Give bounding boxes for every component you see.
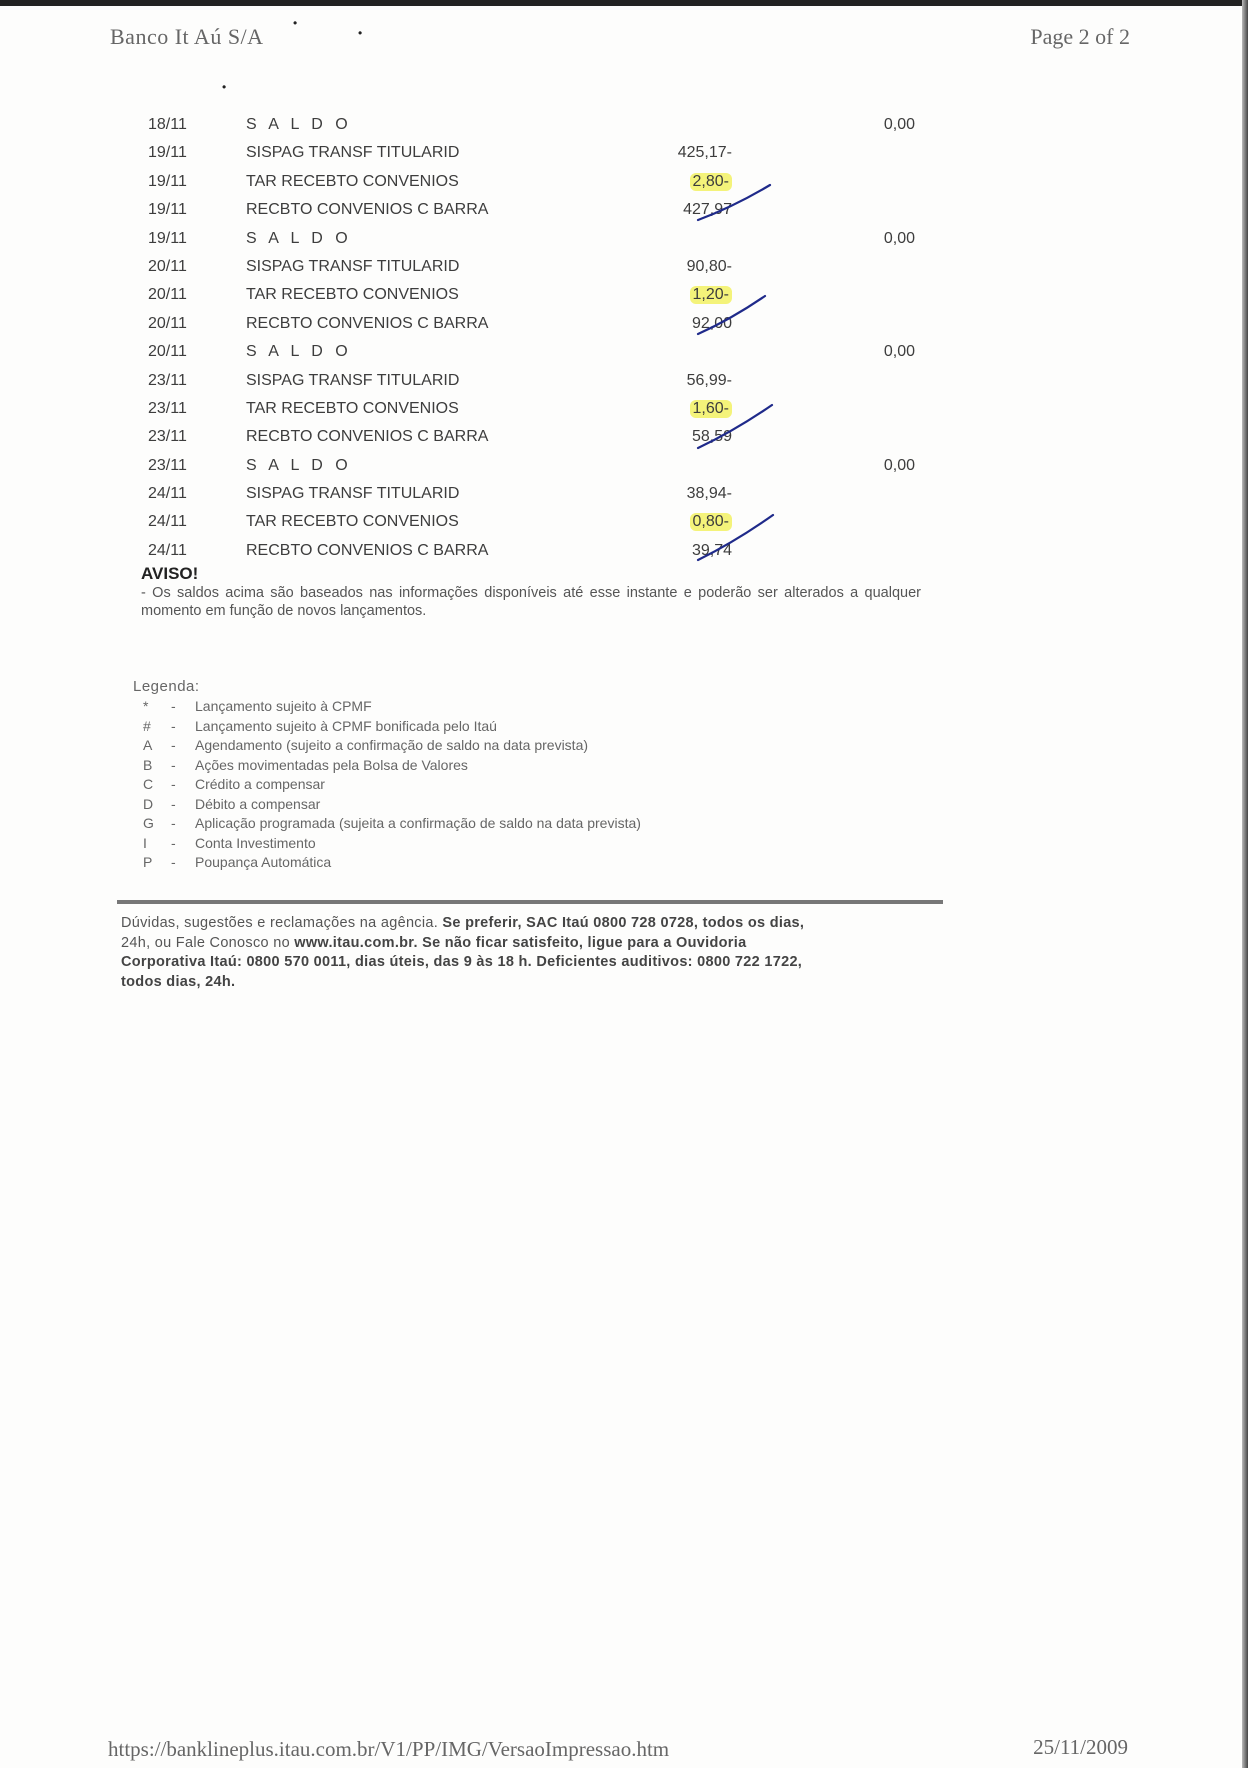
footer-url[interactable]: https://banklineplus.itau.com.br/V1/PP/IMG/VersaoImpressao.htm <box>108 1737 670 1761</box>
legenda-dash: - <box>171 776 176 792</box>
transaction-row <box>140 280 940 308</box>
balance-amount: 0,00 <box>883 229 915 247</box>
transaction-row <box>140 507 940 535</box>
legenda-item <box>133 776 325 796</box>
transaction-description: RECBTO CONVENIOS C BARRA <box>246 314 489 332</box>
legenda <box>133 678 641 874</box>
transaction-row <box>140 366 940 394</box>
footer-date: 25/11/2009 <box>1033 1735 1128 1759</box>
transaction-row <box>140 252 940 280</box>
aviso-text: - Os saldos acima são baseados nas informações disponíveis até esse instante e poderão ser alterados a qualquer momento em função de novos lançamentos. <box>141 585 921 619</box>
contact-line3: Corporativa Itaú: 0800 570 0011, dias úteis, das 9 às 18 h. Deficientes auditivos: 0800 722 1722, <box>121 954 803 970</box>
transaction-date: 23/11 <box>148 456 187 474</box>
legenda-item <box>133 795 321 816</box>
legenda-description: Ações movimentadas pela Bolsa de Valores <box>195 756 468 773</box>
legenda-code: C <box>143 776 154 792</box>
transaction-row <box>140 195 940 223</box>
legenda-code: P <box>143 854 153 870</box>
transaction-amount: 38,94- <box>686 485 732 503</box>
legenda-list <box>133 698 641 874</box>
legenda-dash: - <box>171 854 176 870</box>
transaction-description: S A L D O <box>246 456 352 474</box>
legenda-description: Crédito a compensar <box>195 776 325 792</box>
contact-line4: todos dias, 24h. <box>121 973 236 990</box>
transaction-description: RECBTO CONVENIOS C BARRA <box>246 541 489 559</box>
legenda-dash: - <box>171 737 176 753</box>
legenda-item <box>133 834 316 855</box>
scan-speck: • <box>222 80 227 94</box>
contact-line1-a: Dúvidas, sugestões e reclamações na agência. <box>121 915 439 931</box>
legenda-dash: - <box>171 815 176 831</box>
legenda-description: Poupança Automática <box>195 854 332 870</box>
transaction-date: 18/11 <box>148 116 187 133</box>
legenda-dash: - <box>171 698 176 714</box>
transaction-amount: 39,74 <box>691 541 732 559</box>
statement-table <box>140 110 940 564</box>
transaction-description: TAR RECEBTO CONVENIOS <box>246 399 459 417</box>
transaction-row <box>140 479 940 507</box>
legenda-description: Conta Investimento <box>195 834 316 851</box>
transaction-date: 20/11 <box>148 286 187 304</box>
transaction-description: TAR RECEBTO CONVENIOS <box>246 286 459 304</box>
highlighted-amount: 0,80- <box>690 513 732 531</box>
transaction-description: SISPAG TRANSF TITULARID <box>246 485 460 503</box>
legenda-item <box>133 717 497 738</box>
legenda-code: D <box>143 795 154 812</box>
scan-speck: • <box>358 26 363 40</box>
highlighted-amount: 2,80- <box>690 173 732 191</box>
transaction-row <box>140 167 940 195</box>
transaction-description: S A L D O <box>246 229 352 247</box>
transaction-description: TAR RECEBTO CONVENIOS <box>246 513 459 531</box>
transaction-row <box>140 138 940 166</box>
transaction-row <box>140 536 940 564</box>
legenda-code: G <box>143 815 154 831</box>
legenda-item <box>133 756 468 777</box>
transaction-amount: 58,59 <box>691 428 732 446</box>
legenda-code: B <box>143 756 153 773</box>
legenda-code: A <box>143 737 153 753</box>
transaction-description: SISPAG TRANSF TITULARID <box>246 371 460 389</box>
transaction-amount: 92,00 <box>691 314 732 332</box>
legenda-item <box>133 698 372 718</box>
divider <box>117 900 943 904</box>
legenda-code: * <box>143 698 149 714</box>
transaction-description: S A L D O <box>246 116 352 133</box>
transaction-date: 19/11 <box>148 144 187 162</box>
transaction-amount: 90,80- <box>686 257 732 275</box>
legenda-item <box>133 737 589 757</box>
transaction-row <box>140 394 940 422</box>
transaction-date: 24/11 <box>148 485 187 503</box>
legenda-dash: - <box>171 717 176 734</box>
contact-line2-a: 24h, ou Fale Conosco no <box>121 934 290 951</box>
transaction-row <box>140 422 940 450</box>
legenda-code: # <box>143 717 151 734</box>
highlighted-amount: 1,60- <box>690 400 732 418</box>
transaction-description: SISPAG TRANSF TITULARID <box>246 257 460 275</box>
legenda-title: Legenda: <box>133 678 200 695</box>
transaction-date: 23/11 <box>148 399 187 417</box>
legenda-description: Agendamento (sujeito a confirmação de saldo na data prevista) <box>195 737 589 753</box>
transaction-description: RECBTO CONVENIOS C BARRA <box>246 428 489 446</box>
aviso-notice <box>141 564 921 620</box>
legenda-item <box>133 815 641 835</box>
transaction-date: 19/11 <box>148 201 187 219</box>
balance-amount: 0,00 <box>883 343 915 361</box>
transaction-description: S A L D O <box>246 343 352 361</box>
balance-amount: 0,00 <box>883 456 915 474</box>
transaction-date: 24/11 <box>148 541 187 559</box>
balance-row <box>140 224 940 252</box>
transaction-date: 19/11 <box>148 172 187 190</box>
legenda-description: Lançamento sujeito à CPMF bonificada pelo Itaú <box>195 717 497 734</box>
scan-edge-top <box>0 0 1248 6</box>
legenda-description: Débito a compensar <box>195 795 321 812</box>
transaction-date: 19/11 <box>148 229 187 247</box>
transaction-date: 24/11 <box>148 513 187 531</box>
scan-speck: • <box>293 16 298 30</box>
transaction-row <box>140 309 940 337</box>
transaction-description: SISPAG TRANSF TITULARID <box>246 144 460 162</box>
transaction-date: 20/11 <box>148 343 187 361</box>
transaction-date: 20/11 <box>148 314 187 332</box>
transaction-date: 20/11 <box>148 257 187 275</box>
legenda-dash: - <box>171 756 176 773</box>
page-indicator: Page 2 of 2 <box>1030 24 1130 49</box>
scan-edge-right <box>1242 0 1248 1768</box>
transaction-date: 23/11 <box>148 371 187 389</box>
highlighted-amount: 1,20- <box>690 286 732 304</box>
contact-line1-b: Se preferir, SAC Itaú 0800 728 0728, todos os dias, <box>438 915 805 931</box>
balance-row <box>140 110 940 138</box>
legenda-item <box>133 854 332 874</box>
balance-row <box>140 337 940 365</box>
bank-header: Banco It Aú S/A <box>110 24 264 49</box>
balance-amount: 0,00 <box>883 116 915 133</box>
transaction-description: RECBTO CONVENIOS C BARRA <box>246 201 489 219</box>
legenda-description: Aplicação programada (sujeita a confirmação de saldo na data prevista) <box>195 815 641 831</box>
legenda-description: Lançamento sujeito à CPMF <box>195 698 372 714</box>
aviso-title: AVISO! <box>141 564 199 583</box>
transaction-amount: 427,97 <box>683 201 732 219</box>
balance-row <box>140 451 940 479</box>
transaction-amount: 425,17- <box>677 144 732 162</box>
legenda-code: I <box>143 834 147 851</box>
transaction-description: TAR RECEBTO CONVENIOS <box>246 172 459 190</box>
legenda-dash: - <box>171 834 176 851</box>
legenda-dash: - <box>171 795 176 812</box>
transaction-amount: 56,99- <box>686 371 732 389</box>
transaction-date: 23/11 <box>148 428 187 446</box>
contact-info <box>121 914 941 992</box>
contact-line2-b: www.itau.com.br. Se não ficar satisfeito, ligue para a Ouvidoria <box>289 934 747 951</box>
